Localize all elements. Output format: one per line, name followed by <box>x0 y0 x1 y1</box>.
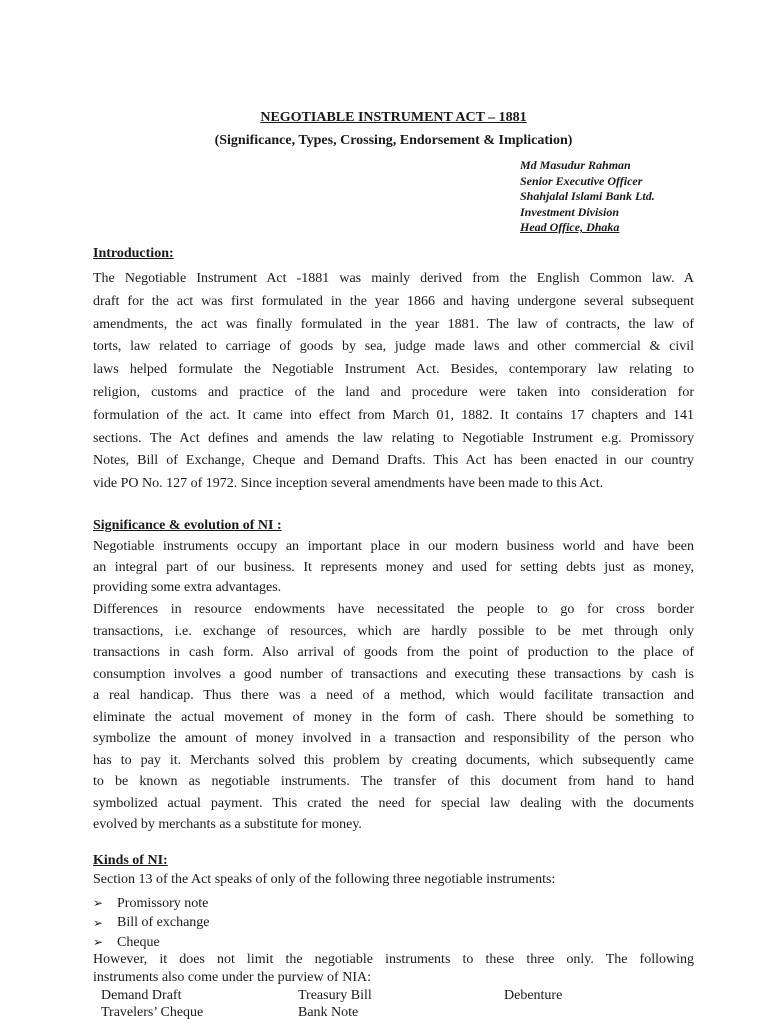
text-line: evolved by merchants as a substitute for money. <box>93 817 362 832</box>
text-line: draft for the act was first formulated in the year 1866 and having undergone several subsequent <box>93 293 694 309</box>
text-line: consumption involves a good number of transactions and executing these transactions by cash is <box>93 666 694 682</box>
author-bank: Shahjalal Islami Bank Ltd. <box>520 189 655 203</box>
kinds-bullet-list <box>93 894 210 953</box>
significance-paragraph-2 <box>93 599 694 836</box>
text-line: providing some extra advantages. <box>93 580 282 595</box>
grid-cell: Travelers’ Cheque <box>101 1005 204 1020</box>
text-line: sections. The Act defines and amends the law relating to Negotiable Instrument e.g. Promissory <box>93 430 694 446</box>
grid-cell: Treasury Bill <box>298 988 372 1003</box>
grid-cell: Demand Draft <box>101 988 182 1003</box>
list-item <box>93 933 210 953</box>
document-subtitle: (Significance, Types, Crossing, Endorsement & Implication) <box>214 133 573 148</box>
kinds-intro: Section 13 of the Act speaks of only of the following three negotiable instruments: <box>93 872 556 887</box>
text-line: amendments, the act was finally formulated in the year 1881. The law of contracts, the law of <box>93 316 694 332</box>
text-line: has to pay it. Merchants solved this problem by creating documents, which subsequently came <box>93 752 694 768</box>
intro-paragraph <box>93 268 694 496</box>
list-item-label: Bill of exchange <box>117 915 210 931</box>
text-line: Negotiable instruments occupy an important place in our modern business world and have been <box>93 539 694 554</box>
text-line: transactions, i.e. exchange of resources, which are hardly possible to be met through only <box>93 623 694 639</box>
author-block <box>520 158 655 236</box>
author-division: Investment Division <box>520 204 620 219</box>
list-item-label: Cheque <box>117 934 160 950</box>
text-line: The Negotiable Instrument Act -1881 was mainly derived from the English Common law. A <box>93 271 694 286</box>
list-item <box>93 914 210 934</box>
text-line: an integral part of our business. It represents money and used for setting debts just as money, <box>93 559 694 575</box>
text-line: torts, law related to carriage of goods by sea, judge made laws and other commercial & civil <box>93 339 694 355</box>
kinds-heading: Kinds of NI: <box>93 853 168 868</box>
significance-paragraph-1 <box>93 537 694 599</box>
author-office: Head Office, Dhaka <box>520 220 620 234</box>
text-line: Notes, Bill of Exchange, Cheque and Demand Drafts. This Act has been enacted in our country <box>93 453 694 469</box>
text-line: transactions in cash form. Also arrival of goods from the point of production to the place of <box>93 645 694 660</box>
arrow-bullet-icon: ➢ <box>93 896 104 911</box>
text-line: formulation of the act. It came into effect from March 01, 1882. It contains 17 chapters and 141 <box>93 407 694 423</box>
text-line: a real handicap. Thus there was a need of a method, which would facilitate transaction and <box>93 688 694 703</box>
text-line: instruments also come under the purview of NIA: <box>93 969 371 985</box>
author-name: Md Masudur Rahman <box>520 158 631 172</box>
arrow-bullet-icon: ➢ <box>93 915 104 930</box>
author-position: Senior Executive Officer <box>520 173 643 188</box>
document-title: NEGOTIABLE INSTRUMENT ACT – 1881 <box>260 110 527 125</box>
text-line: However, it does not limit the negotiable instruments to these three only. The following <box>93 952 694 967</box>
grid-cell: Bank Note <box>298 1005 359 1020</box>
text-line: vide PO No. 127 of 1972. Since inception several amendments have been made to this Act. <box>93 476 604 492</box>
text-line: to be known as negotiable instruments. The transfer of this document from hand to hand <box>93 774 694 789</box>
text-line: religion, customs and practice of the land and procedure were taken into consideration for <box>93 384 694 400</box>
text-line: symbolize the amount of money involved in a transaction and responsibility of the person who <box>93 731 694 746</box>
text-line: Differences in resource endowments have necessitated the people to go for cross border <box>93 602 694 617</box>
text-line: eliminate the actual movement of money in the form of cash. There should be something to <box>93 709 694 725</box>
text-line: laws helped formulate the Negotiable Instrument Act. Besides, contemporary law relating to <box>93 362 694 378</box>
list-item-label: Promissory note <box>117 895 209 911</box>
intro-heading: Introduction: <box>93 246 174 261</box>
arrow-bullet-icon: ➢ <box>93 935 104 950</box>
kinds-after-paragraph <box>93 951 694 986</box>
significance-heading: Significance & evolution of NI : <box>93 518 282 533</box>
text-line: symbolized actual payment. This crated the need for special law dealing with the documents <box>93 795 694 811</box>
list-item <box>93 894 210 914</box>
grid-cell: Debenture <box>504 988 563 1003</box>
